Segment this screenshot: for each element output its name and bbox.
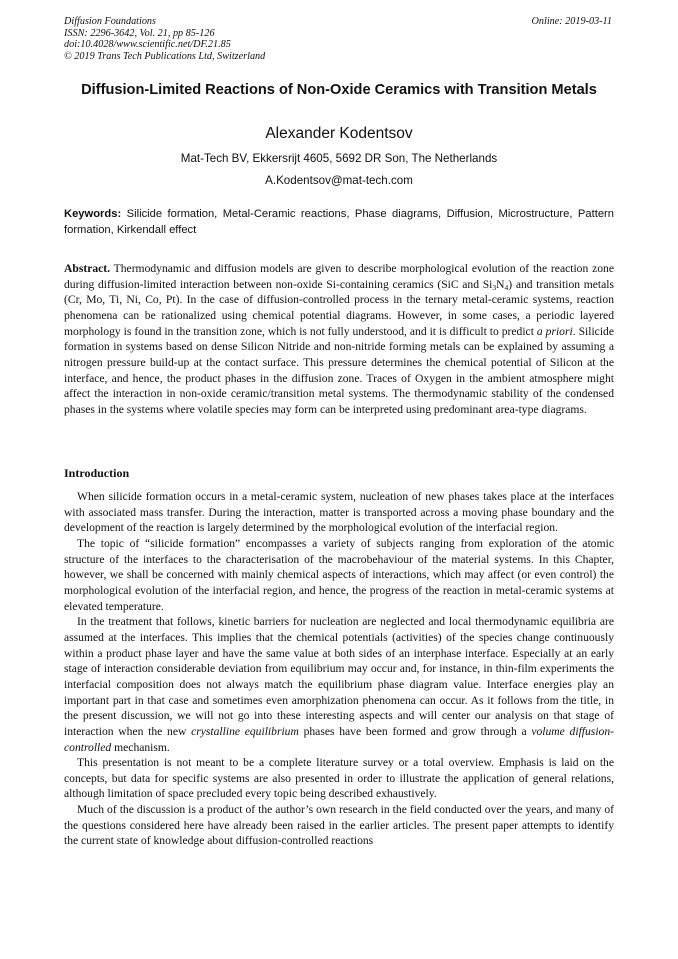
intro-paragraph-4: This presentation is not meant to be a complete literature survey or a total overview. Emphasis is laid on the concepts, but data for specific systems are also presented in order to illustrate the application of general relations, although limitation of space precluded every topic being described exhaustively. xyxy=(64,756,614,801)
online-date: Online: 2019-03-11 xyxy=(531,16,612,27)
introduction-heading: Introduction xyxy=(64,466,130,480)
author-email: A.Kodentsov@mat-tech.com xyxy=(265,174,413,187)
journal-info xyxy=(64,16,265,62)
abstract-text-4: . Silicide formation in systems based on dense Silicon Nitride and non-nitride forming metals can be explained by assuming a nitrogen pressure build-up at the contact surface. This pressure determines the chemical potential of Silicon at the interface, and hence, the product phases in the diffusion zone. Traces of Oxygen in the ambient atmosphere might affect the interaction in non-oxide ceramic/transition metal systems. The thermodynamic stability of the condensed phases in the systems where volatile species may form can be interpreted using predominant area-type diagrams. xyxy=(64,324,614,416)
intro-p3-italic-1: crystalline equilibrium xyxy=(191,724,299,738)
issn-line: ISSN: 2296-3642, Vol. 21, pp 85-126 xyxy=(64,27,215,39)
publication-header xyxy=(64,16,612,62)
intro-paragraph-5: Much of the discussion is a product of the author’s own research in the field conducted over the years, and many of the questions considered here have already been raised in the earlier articles. The present paper attempts to identify the current state of knowledge about diffusion-controlled reactions xyxy=(64,803,614,848)
intro-p3-text-b: phases have been formed and grow through a xyxy=(298,724,532,738)
abstract-label: Abstract. xyxy=(64,262,111,275)
abstract-sub-1: 3 xyxy=(492,282,497,292)
journal-name: Diffusion Foundations xyxy=(64,16,156,27)
abstract-section xyxy=(64,261,614,418)
abstract-text-3: ) and transition metals (Cr, Mo, Ti, Ni, Co, Pt). In the case of diffusion-controlled process in the ternary metal-ceramic systems, reaction phenomena can be rationalized using chemical potential diagrams. However, in some cases, a periodic layered morphology is found in the transition zone, which is not fully understood, and it is difficult to predict xyxy=(64,277,614,338)
intro-p3-text-c: mechanism. xyxy=(111,740,170,754)
intro-paragraph-1: When silicide formation occurs in a metal-ceramic system, nucleation of new phases takes place at the interfaces with associated mass transfer. During the interaction, matter is transported across a moving phase boundary and the development of the reaction is largely determined by the morphological evolution of the interfacial region. xyxy=(64,490,614,535)
keywords-label: Keywords: xyxy=(64,208,122,220)
copyright-line: © 2019 Trans Tech Publications Ltd, Switzerland xyxy=(64,50,266,62)
author-name: Alexander Kodentsov xyxy=(265,125,413,142)
abstract-text-1: Thermodynamic and diffusion models are given to describe morphological evolution of the reaction zone during diffusion-limited interaction between non-oxide Si-containing ceramics (SiC and Si xyxy=(64,262,614,291)
intro-p3-italic-2: volume diffusion-controlled xyxy=(64,724,614,754)
abstract-text-2: N xyxy=(496,277,505,291)
paper-title: Diffusion-Limited Reactions of Non-Oxide Ceramics with Transition Metals xyxy=(81,82,597,98)
abstract-italic: a priori xyxy=(536,324,573,338)
author-affiliation: Mat-Tech BV, Ekkersrijt 4605, 5692 DR Son, The Netherlands xyxy=(180,152,498,165)
intro-paragraph-2: The topic of “silicide formation” encompasses a variety of subjects ranging from exploration of the atomic structure of the interfaces to the characterisation of the macrobehaviour of the material systems. In this Chapter, however, we shall be concerned with mainly chemical aspects of interactions, which may affect (or even control) the morphological evolution of the interfacial region, and hence, the progress of the reaction in metal-ceramic systems at elevated temperature. xyxy=(64,536,614,613)
abstract-sub-2: 4 xyxy=(504,282,509,292)
intro-p3-text-a: In the treatment that follows, kinetic barriers for nucleation are neglected and local thermodynamic equilibria are assumed at the interfaces. This implies that the chemical potentials (activities) of the species change continuously within a product phase layer and have the same value at both sides of an interphase interface. Especially at an early stage of interaction considerable deviation from equilibrium may occur and, for instance, in thin-film experiments the interfacial composition does not always match the equilibrium phase diagram value. Interface energies play an important part in that case and sometimes even amorphization phenomena can occur. As it follows from the title, in the present discussion, we will not go into these interesting aspects and will center our analysis on that stage of interaction when the new xyxy=(64,615,614,738)
doi-line: doi:10.4028/www.scientific.net/DF.21.85 xyxy=(64,39,231,51)
keywords-text: Silicide formation, Metal-Ceramic reactions, Phase diagrams, Diffusion, Microstructure, Pattern formation, Kirkendall effect xyxy=(64,208,614,236)
introduction-body xyxy=(64,489,614,849)
intro-paragraph-3 xyxy=(64,614,614,755)
keywords-section xyxy=(64,207,614,238)
